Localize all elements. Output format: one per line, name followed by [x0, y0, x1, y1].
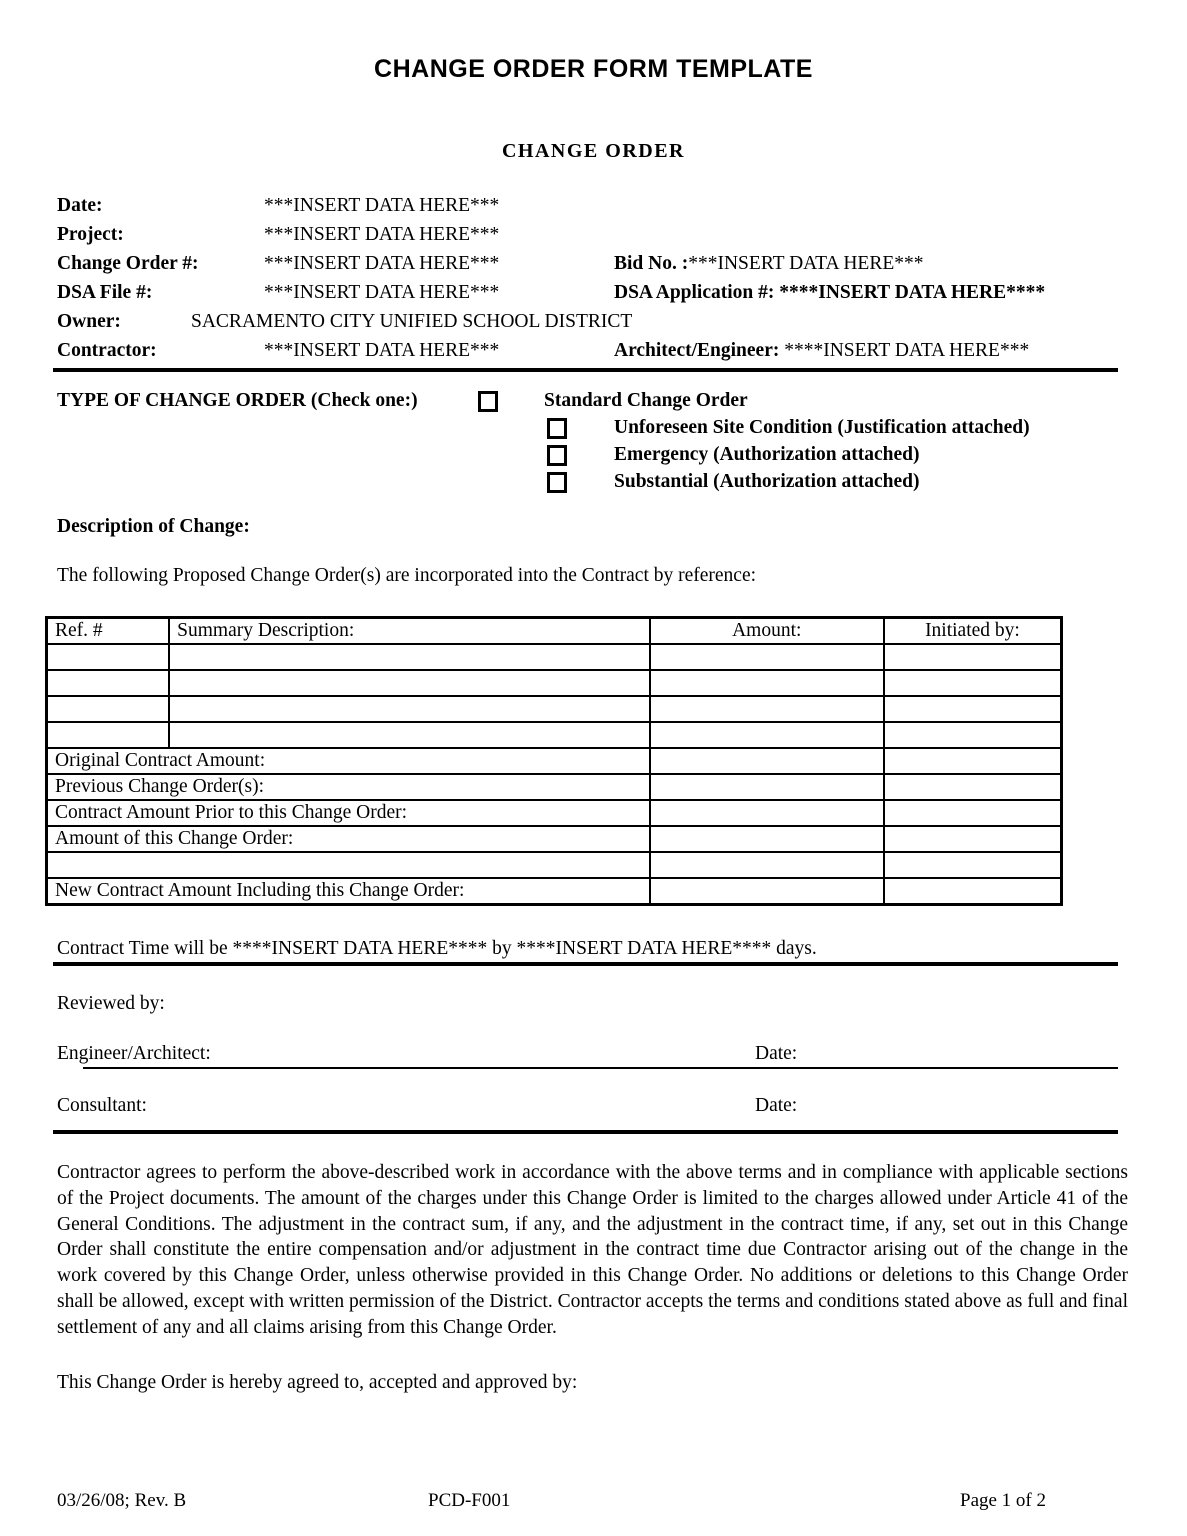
emergency-label: Emergency (Authorization attached) [614, 444, 920, 465]
initiated-by-cell[interactable] [884, 800, 1062, 826]
engineer-date-label: Date: [755, 1043, 798, 1064]
change-order-number-label: Change Order #: [57, 253, 199, 274]
consultant-row [57, 1095, 1120, 1117]
summary-description-header: Summary Description: [169, 618, 649, 645]
bid-no-label: Bid No. : [614, 253, 689, 274]
ref-cell[interactable] [47, 670, 170, 696]
dsa-file-row [57, 282, 1120, 311]
dsa-file-value: ***INSERT DATA HERE*** [264, 282, 500, 303]
change-order-number-value: ***INSERT DATA HERE*** [264, 253, 500, 274]
table-row [47, 670, 1062, 696]
engineer-architect-label: Engineer/Architect: [57, 1043, 211, 1064]
dsa-file-label: DSA File #: [57, 282, 153, 303]
initiated-by-cell[interactable] [884, 826, 1062, 852]
amount-cell[interactable] [650, 774, 884, 800]
amount-cell[interactable] [650, 800, 884, 826]
ref-cell[interactable] [47, 696, 170, 722]
table-row [47, 696, 1062, 722]
owner-label: Owner: [57, 311, 121, 332]
emergency-checkbox[interactable] [547, 445, 567, 466]
project-label: Project: [57, 224, 124, 245]
summary-label-cell: Contract Amount Prior to this Change Order: [47, 800, 650, 826]
date-row [57, 195, 1120, 224]
owner-row [57, 311, 1120, 340]
engineer-signature-line [83, 1067, 1118, 1069]
type-of-change-order-row [57, 390, 1120, 412]
summary-row [47, 800, 1062, 826]
type-of-change-order-heading: TYPE OF CHANGE ORDER (Check one:) [57, 390, 418, 411]
header-section-divider [53, 368, 1118, 372]
change-order-table-body [47, 644, 1062, 905]
summary-row [47, 852, 1062, 878]
initiated-by-cell[interactable] [884, 670, 1062, 696]
consultant-label: Consultant: [57, 1095, 147, 1116]
page-title: CHANGE ORDER FORM TEMPLATE [374, 55, 813, 83]
contractor-value: ***INSERT DATA HERE*** [264, 340, 500, 361]
substantial-label: Substantial (Authorization attached) [614, 471, 920, 492]
amount-cell[interactable] [650, 644, 884, 670]
architect-label: Architect/Engineer: [614, 340, 780, 361]
ref-cell[interactable] [47, 644, 170, 670]
summary-label-cell [47, 852, 650, 878]
summary-cell[interactable] [169, 644, 649, 670]
table-row [47, 722, 1062, 748]
project-value: ***INSERT DATA HERE*** [264, 224, 500, 245]
architect-value: ****INSERT DATA HERE*** [784, 340, 1030, 361]
standard-change-order-checkbox[interactable] [478, 391, 498, 412]
initiated-by-header: Initiated by: [884, 618, 1062, 645]
owner-value: SACRAMENTO CITY UNIFIED SCHOOL DISTRICT [191, 311, 633, 332]
initiated-by-cell[interactable] [884, 644, 1062, 670]
contractor-row [57, 340, 1120, 369]
agreement-paragraph: Contractor agrees to perform the above-described work in accordance with the above terms and in compliance with applicable sections of the Project documents. The amount of the charges under this Change Order is limited to the charges allowed under Article 41 of the General Conditions. The adjustment in the contract sum, if any, and the adjustment in the contract time, if any, set out in this Change Order shall constitute the entire compensation and/or adjustment in the contract time due Contractor arising out of the change in the work covered by this Change Order, unless otherwise provided in this Change Order. No additions or deletions to this Change Order shall be allowed, except with written permission of the District. Contractor accepts the terms and conditions stated above as full and final settlement of any and all claims arising from this Change Order. [57, 1162, 1128, 1338]
unforeseen-site-condition-checkbox[interactable] [547, 418, 567, 439]
review-section-divider [53, 1130, 1118, 1134]
ref-cell[interactable] [47, 722, 170, 748]
dsa-application-group [614, 282, 1045, 304]
initiated-by-cell[interactable] [884, 774, 1062, 800]
summary-row [47, 748, 1062, 774]
form-title: CHANGE ORDER [501, 140, 685, 162]
amount-cell[interactable] [650, 696, 884, 722]
summary-label-cell: New Contract Amount Including this Change Order: [47, 878, 650, 905]
amount-cell[interactable] [650, 748, 884, 774]
summary-label-cell: Previous Change Order(s): [47, 774, 650, 800]
agreed-approved-line: This Change Order is hereby agreed to, accepted and approved by: [57, 1372, 578, 1393]
summary-cell[interactable] [169, 722, 649, 748]
dsa-application-value: ****INSERT DATA HERE**** [779, 282, 1046, 303]
change-order-table [45, 616, 1063, 906]
dsa-application-label: DSA Application #: [614, 282, 775, 303]
initiated-by-cell[interactable] [884, 748, 1062, 774]
contractor-label: Contractor: [57, 340, 157, 361]
unforeseen-site-condition-label: Unforeseen Site Condition (Justification attached) [614, 417, 1030, 438]
initiated-by-cell[interactable] [884, 878, 1062, 905]
date-value: ***INSERT DATA HERE*** [264, 195, 500, 216]
substantial-checkbox[interactable] [547, 472, 567, 493]
summary-label-cell: Original Contract Amount: [47, 748, 650, 774]
ref-number-header: Ref. # [47, 618, 170, 645]
amount-header: Amount: [650, 618, 884, 645]
date-label: Date: [57, 195, 103, 216]
summary-cell[interactable] [169, 670, 649, 696]
footer-revision: 03/26/08; Rev. B [57, 1490, 187, 1511]
consultant-date-label: Date: [755, 1095, 798, 1116]
amount-cell[interactable] [650, 722, 884, 748]
initiated-by-cell[interactable] [884, 852, 1062, 878]
bid-no-group [614, 253, 923, 275]
footer-page-number: Page 1 of 2 [960, 1490, 1047, 1511]
contract-time-sentence: Contract Time will be ****INSERT DATA HERE**** by ****INSERT DATA HERE**** days. [57, 938, 817, 959]
initiated-by-cell[interactable] [884, 722, 1062, 748]
summary-row [47, 774, 1062, 800]
amount-cell[interactable] [650, 878, 884, 905]
summary-label-cell: Amount of this Change Order: [47, 826, 650, 852]
contract-time-underline [53, 962, 1118, 966]
engineer-architect-row [57, 1043, 1120, 1065]
footer-form-number: PCD-F001 [428, 1490, 511, 1511]
project-row [57, 224, 1120, 253]
summary-row [47, 826, 1062, 852]
architect-group [614, 340, 1029, 362]
header-info-section [57, 195, 1120, 369]
bid-no-value: ***INSERT DATA HERE*** [688, 253, 924, 274]
summary-row [47, 878, 1062, 905]
description-of-change-heading: Description of Change: [57, 516, 250, 537]
reviewed-by-label: Reviewed by: [57, 993, 165, 1014]
table-intro-sentence: The following Proposed Change Order(s) are incorporated into the Contract by reference: [57, 565, 757, 586]
amount-cell[interactable] [650, 852, 884, 878]
amount-cell[interactable] [650, 670, 884, 696]
initiated-by-cell[interactable] [884, 696, 1062, 722]
standard-change-order-label: Standard Change Order [544, 390, 748, 411]
amount-cell[interactable] [650, 826, 884, 852]
change-order-number-row [57, 253, 1120, 282]
summary-cell[interactable] [169, 696, 649, 722]
table-row [47, 644, 1062, 670]
table-header-row [47, 618, 1062, 645]
